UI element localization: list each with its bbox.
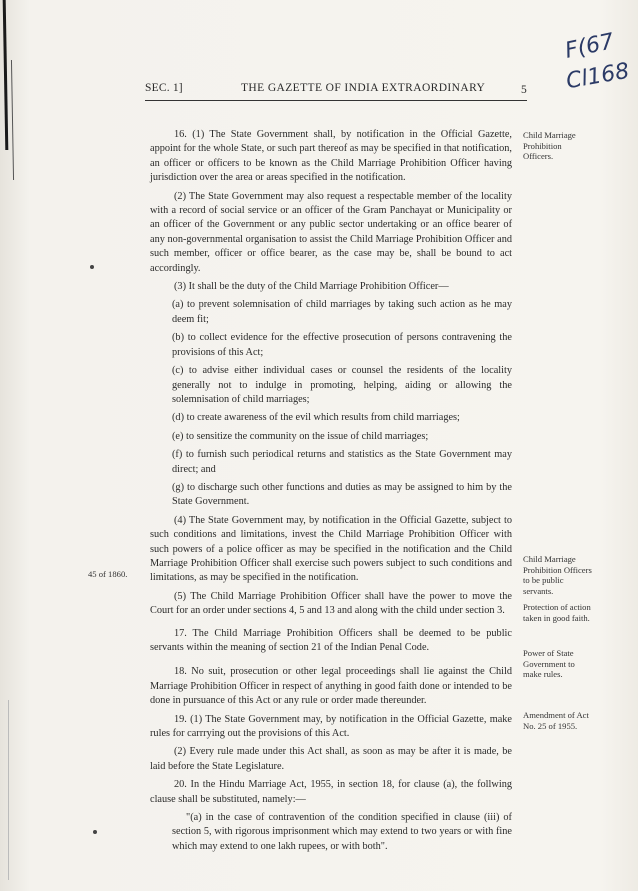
page-header [145,78,527,101]
paragraph-16-3: (3) It shall be the duty of the Child Marriage Prohibition Officer— [174,281,449,293]
paragraph-17: 17. The Child Marriage Prohibition Officers shall be deemed to be public servants within the meaning of section 21 of the Indian Penal Code. [150,627,512,653]
paragraph-19-1: 19. (1) The State Government may, by notification in the Official Gazette, make rules for carrrying out the provisions of this Act. [150,713,512,740]
margin-note-section-19: Power of State Government to make rules. [523,648,575,679]
clause-e: (e) to sensitize the community on the issue of child marriages; [172,430,429,442]
margin-dot [93,830,97,834]
clause-d: (d) to create awareness of the evil which results from child marriages; [172,412,460,424]
header-title: THE GAZETTE OF INDIA EXTRAORDINARY [241,82,486,94]
margin-note-section-18: Protection of action taken in good faith. [523,602,591,623]
clause-b: (b) to collect evidence for the effective prosecution of persons contravening the provisions of this Act; [172,332,512,358]
left-margin-note: 45 of 1860. [88,569,128,579]
clause-a: (a) to prevent solemnisation of child marriages by taking such action as he may deem fit; [172,299,512,325]
clause-g: (g) to discharge such other functions and duties as may be assigned to him by the State Government. [172,481,512,508]
binding-edge-mark-secondary [11,60,14,180]
clause-c: (c) to advise either individual cases or counsel the residents of the locality generally not to indulge in promoting, helping, aiding or allowing the solemnisation of child marriages; [172,365,512,405]
paragraph-20: 20. In the Hindu Marriage Act, 1955, in section 18, for clause (a), the follwing clause shall be substituted, namely:— [150,779,512,805]
margin-dot [90,265,94,269]
page-number: 5 [521,84,527,96]
page-edge-line [8,700,9,880]
paragraph-16-1: 16. (1) The State Government shall, by notification in the Official Gazette, appoint for the whole State, or such part thereof as may be specified in that notification, an officer or officers to be known as the Child Marriage Prohibition Officer having jurisdiction over the area or areas specified in the notification. [150,129,512,184]
handwritten-file-number: F(67 [562,29,617,64]
handwritten-reference: Cl168 [564,58,632,95]
margin-note-section-20: Amendment of Act No. 25 of 1955. [523,710,589,731]
margin-note-section-16: Child Marriage Prohibition Officers. [523,130,576,161]
paragraph-18: 18. No suit, prosecution or other legal proceedings shall lie against the Child Marriage Prohibition Officer in respect of anything in good faith done or intended to be done in pursuance of this Act or any rule or order made thereunder. [150,666,512,707]
paragraph-16-5: (5) The Child Marriage Prohibition Officer shall have the power to move the Court for an order under sections 4, 5 and 13 and along with the child under section 3. [150,590,512,617]
header-section: SEC. 1] [145,82,183,94]
paragraph-19-2: (2) Every rule made under this Act shall, as soon as may be after it is made, be laid before the State Legislature. [150,746,512,772]
margin-note-section-17: Child Marriage Prohibition Officers to be public servants. [523,554,592,596]
binding-edge-mark [3,0,9,150]
paragraph-16-2: (2) The State Government may also request a respectable member of the locality with a record of social service or an officer of the Gram Panchayat or Municipality or an officer of the Government or any public sector undertaking or an office bearer of any non-governmental organisation to assist the Child Marriage Prohibition Officer and such member, officer or office bearer, as the case may be, shall be bound to act accordingly. [150,190,512,274]
clause-f: (f) to furnish such periodical returns and statistics as the State Government may direct; and [172,449,512,475]
paragraph-16-4: (4) The State Government may, by notification in the Official Gazette, subject to such conditions and limitations, invest the Child Marriage Prohibition Officer with such powers of a police officer as may be specified in the notification and the Child Marriage Prohibition Officer shall exercise such powers subject to such conditions and limitations, as may be specified in the notification. [150,514,512,584]
document-body [150,128,512,858]
substituted-clause: "(a) in the case of contravention of the condition specified in clause (iii) of section 5, with rigorous imprisonment which may extend to two years or with fine which may extend to one lakh rupees, or with both". [172,812,512,852]
